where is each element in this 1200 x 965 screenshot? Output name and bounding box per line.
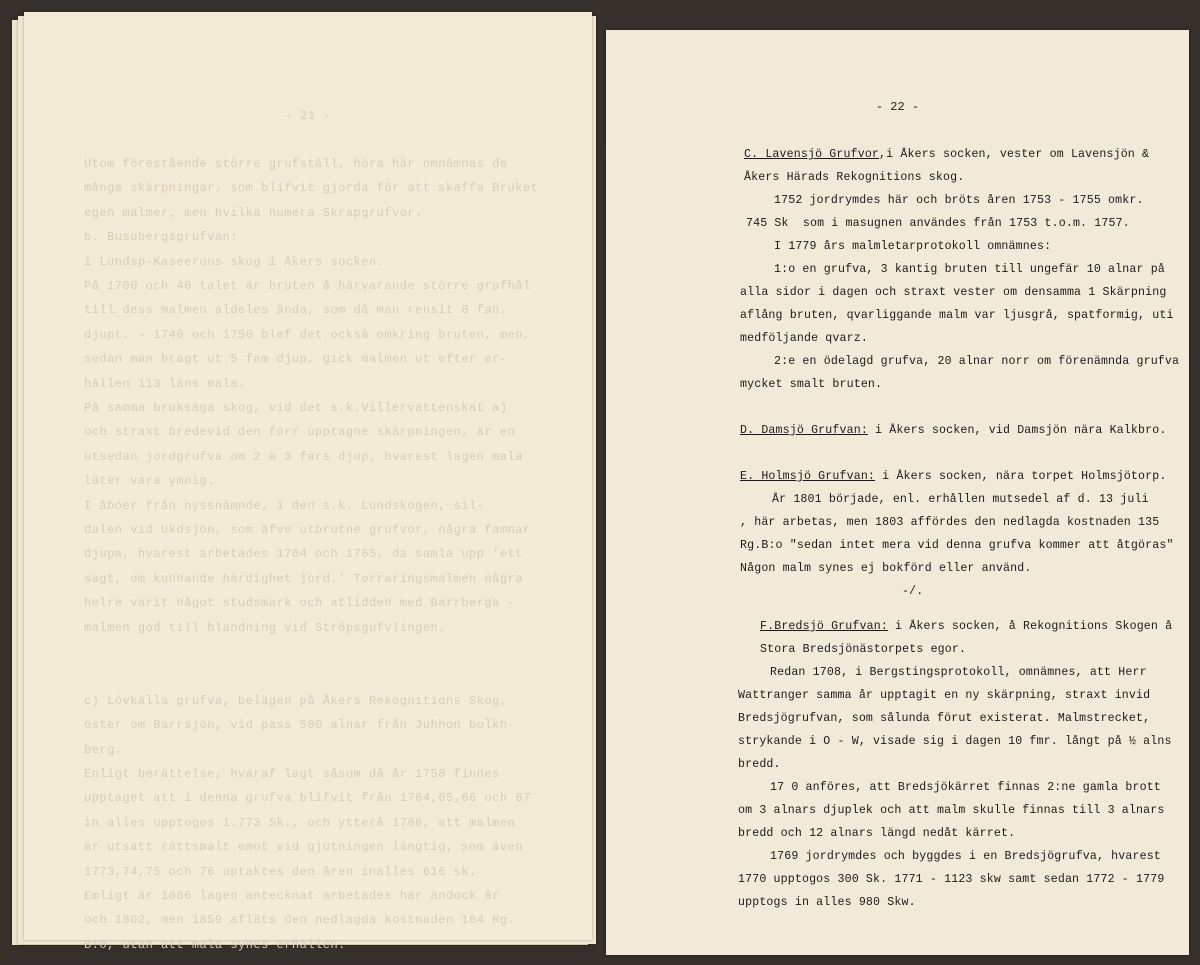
- section-f-line-12: upptogs in alles 980 Skw.: [738, 896, 916, 909]
- section-f-line-6: bredd.: [738, 758, 781, 771]
- left-faded-line: upptaget att i denna grufva blifvit från 1764,65,66 och 67: [84, 791, 531, 806]
- left-faded-line: Enligt berättelse, hvaraf lagt såsom då år 1758 finnes: [84, 767, 500, 781]
- section-e-line-4: Någon malm synes ej bokförd eller använd.: [740, 562, 1032, 575]
- left-faded-line: in alles upptogos 1.773 Sk., och ytterå 1768, att malmen: [84, 815, 516, 830]
- section-f-line-5: strykande i O - W, visade sig i dagen 10 fmr. långt på ½ alns: [738, 735, 1172, 748]
- left-faded-line: och straxt bredevid den förr upptagne skärpningen, är en: [84, 425, 516, 440]
- left-faded-line: Utom förestående större grufställ, höra här omnämnas de: [84, 157, 508, 171]
- left-page: [24, 12, 592, 952]
- section-f-heading: F.Bredsjö Grufvan:: [760, 620, 888, 633]
- right-page: [606, 30, 1189, 955]
- left-faded-line: läter vara ymnig.: [84, 474, 215, 489]
- left-faded-line: i Lundsp-Kaseerons skog i Åkers socken.: [84, 254, 385, 269]
- section-c-line-5: 1:o en grufva, 3 kantig bruten till ungefär 10 alnar på: [774, 263, 1165, 276]
- left-faded-line: djupt. - 1740 och 1750 blef det också omkring bruten, men,: [84, 327, 531, 342]
- left-faded-line: berg.: [84, 742, 123, 757]
- left-faded-line: 1773,74,75 och 76 uptaktes den åren inalles 616 sk.: [84, 864, 477, 879]
- section-e-line-2: , här arbetas, men 1803 affördes den nedlagda kostnaden 135: [740, 516, 1160, 529]
- left-faded-line: öster om Barrsjön, vid pass 500 alnar från Juhhon bolkh-: [84, 718, 516, 733]
- left-faded-line: egen malmer, men hvilka numera Skrapgrufvor.: [84, 205, 423, 220]
- section-f-line-7: 17 0 anföres, att Bredsjökärret finnas 2:ne gamla brott: [770, 781, 1161, 794]
- left-faded-line: är utsatt rättsmalt emot vid gjutningen längtig, som även: [84, 840, 523, 855]
- section-f-line-1: Stora Bredsjönästorpets egor.: [760, 643, 967, 656]
- section-c-line-9: 2:e en ödelagd grufva, 20 alnar norr om förenämnda grufva: [774, 355, 1180, 368]
- left-faded-line: c) Lövkälla grufva, belägen på Åkers Rekognitions Skog,: [84, 693, 508, 708]
- section-f-line-2: Redan 1708, i Bergstingsprotokoll, omnämnes, att Herr: [770, 666, 1147, 679]
- section-e-line-0: E. Holmsjö Grufvan: i Åkers socken, nära torpet Holmsjötorp.: [740, 470, 1167, 483]
- section-c-heading: C. Lavensjö Grufvor: [744, 148, 880, 161]
- section-f-line-9: bredd och 12 alnars längd nedåt kärret.: [738, 827, 1016, 840]
- left-faded-line: utsedan jordgrufva om 2 a 3 fars djup, hvarest lagen mala: [84, 449, 523, 464]
- section-f-line-10: 1769 jordrymdes och byggdes i en Bredsjögrufva, hvarest: [770, 850, 1161, 863]
- left-faded-line: hållen 113 läns mala.: [84, 376, 246, 391]
- section-d-line-0: D. Damsjö Grufvan: i Åkers socken, vid Damsjön nära Kalkbro.: [740, 424, 1167, 437]
- left-faded-line: djupa, hvarest arbetades 1764 och 1765, da samla upp 'ett: [84, 547, 523, 562]
- section-c-line-7: aflång bruten, qvarliggande malm var ljusgrå, spatformig, uti: [740, 309, 1174, 322]
- left-faded-line: b. Busubergsgrufvan:: [84, 230, 239, 245]
- section-c-line-2: 1752 jordrymdes här och bröts åren 1753 - 1755 omkr.: [774, 194, 1144, 207]
- left-faded-line: och 1802, men 1859 afläts den nedlagda kostnaden 164 Rg.: [84, 913, 516, 928]
- section-d-heading: D. Damsjö Grufvan:: [740, 424, 868, 437]
- section-c-line-1: Åkers Härads Rekognitions skog.: [744, 171, 965, 184]
- section-c-line-6: alla sidor i dagen och straxt vester om densamma 1 Skärpning: [740, 286, 1167, 299]
- left-faded-line: I åboer från nyssnämnde, i den s.k. Lundskogen, sil-: [84, 498, 485, 513]
- left-faded-line: B:o, utan att mala synes erhållen.: [84, 937, 346, 952]
- section-f-line-0: F.Bredsjö Grufvan: i Åkers socken, å Rekognitions Skogen å: [760, 620, 1173, 633]
- section-f-line-8: om 3 alnars djuplek och att malm skulle finnas till 3 alnars: [738, 804, 1165, 817]
- section-f-line-3: Wattranger samma år upptagit en ny skärpning, straxt invid: [738, 689, 1151, 702]
- section-c-line-4: I 1779 års malmletarprotokoll omnämnes:: [774, 240, 1052, 253]
- right-page-number: - 22 -: [875, 100, 920, 114]
- section-f-line-11: 1770 upptogos 300 Sk. 1771 - 1123 skw samt sedan 1772 - 1779: [738, 873, 1165, 886]
- left-page-number: - 21 -: [284, 109, 332, 123]
- section-c-line-0: C. Lavensjö Grufvor,i Åkers socken, vester om Lavensjön &: [744, 148, 1150, 161]
- section-e-end-mark: -/.: [902, 585, 924, 598]
- left-faded-line: helre varit något studsmark och atlidden med Barrberga -: [84, 596, 516, 611]
- left-faded-line: På 1700 och 40 talet är bruten å härvarande större grufhål: [84, 279, 531, 293]
- section-c-line-8: medföljande qvarz.: [740, 332, 868, 345]
- section-c-line-10: mycket smalt bruten.: [740, 378, 883, 391]
- section-f-line-4: Bredsjögrufvan, som sålunda förut existerat. Malmstrecket,: [738, 712, 1151, 725]
- section-e-heading: E. Holmsjö Grufvan:: [740, 470, 876, 483]
- left-faded-line: Emligt är 1086 lagen antecknat arbetades här ändock år: [84, 889, 500, 903]
- left-faded-line: sedan man bragt ut 5 fam djup, gick malmen ut efter er-: [84, 352, 508, 367]
- left-faded-line: På samma bruksäga skog, vid det s.k.Villervattenskat a): [84, 401, 508, 415]
- left-faded-line: sagt, om kunnande härdighet jord.' Torraringsmalmen några: [84, 571, 523, 586]
- left-faded-line: malmen god till blandning vid Ströpsgufvlingen.: [84, 620, 446, 635]
- section-c-line-3: 745 Sk som i masugnen användes från 1753 t.o.m. 1757.: [746, 217, 1130, 230]
- left-faded-line: till dess malmen aldeles ända, som då man rensit 8 fan.: [84, 303, 508, 318]
- left-faded-line: dalen vid Ukdsjön, som äfve utbrutne grufvor, några famnar: [84, 523, 531, 537]
- section-e-line-1: År 1801 började, enl. erhållen mutsedel af d. 13 juli: [772, 493, 1149, 506]
- left-faded-line: många skärpningar, som blifvit gjorda för att skaffa Bruket: [84, 181, 539, 196]
- section-e-line-3: Rg.B:o "sedan intet mera vid denna grufva kommer att åtgöras": [740, 539, 1174, 552]
